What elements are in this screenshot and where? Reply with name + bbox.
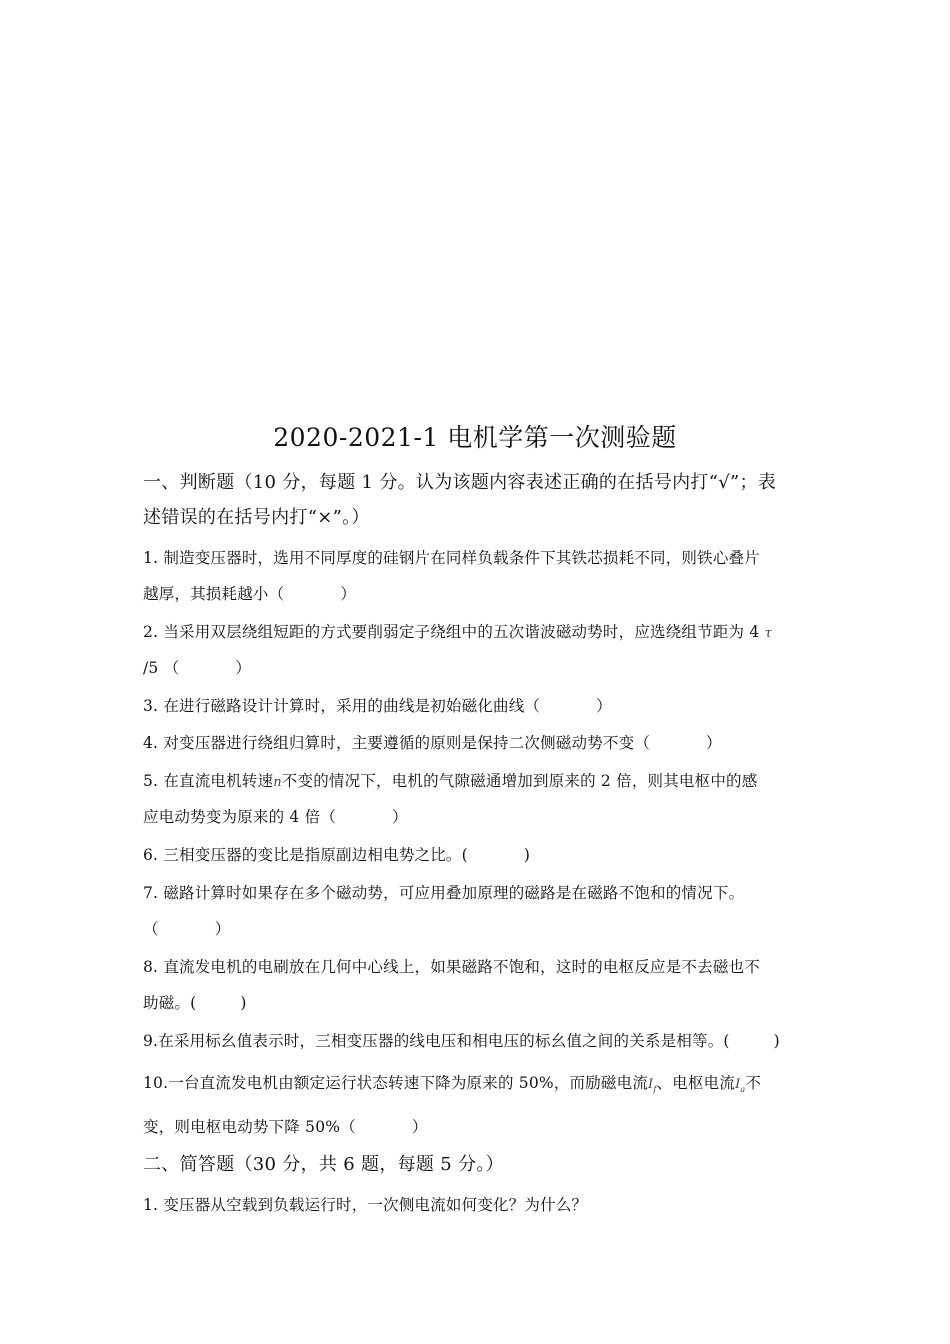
page-title: 2020-2021-1 电机学第一次测验题 [273, 423, 677, 452]
paren-close: ） [340, 585, 357, 603]
question-6 [143, 838, 815, 872]
question-3 [143, 689, 815, 723]
question-10-text-b: 、电枢电流 [656, 1074, 736, 1092]
short-answer-question-1: 1. 变压器从空载到负载运行时，一次侧电流如何变化？为什么？ [143, 1196, 588, 1214]
question-5-text-2: 应电动势变为原来的 4 倍（ [143, 808, 337, 826]
question-6-text: 6. 三相变压器的变比是指原副边相电势之比。( [143, 846, 468, 864]
question-5-line-2 [143, 800, 815, 834]
question-7-line-2 [143, 912, 815, 946]
paren-close: ） [596, 697, 612, 715]
question-2-line-1 [143, 615, 815, 651]
question-4 [143, 726, 815, 760]
section-2-heading: 二、简答题（30 分，共 6 题，每题 5 分。） [143, 1154, 504, 1175]
question-2-line-2 [143, 651, 815, 685]
current-symbol-ia: I [735, 1077, 741, 1092]
question-9-text: 9.在采用标幺值表示时，三相变压器的线电压和相电压的标幺值之间的关系是相等。( [143, 1032, 730, 1050]
question-1-line-1: 1. 制造变压器时，选用不同厚度的硅钢片在同样负载条件下其铁芯损耗不同，则铁心叠片 [143, 549, 760, 567]
subscript-a: a [740, 1085, 746, 1094]
question-10-text-c: 不 [745, 1074, 762, 1092]
paren-close: ） [214, 920, 231, 938]
question-10-text-2: 变，则电枢电动势下降 50%（ [143, 1118, 356, 1136]
question-10-line-2 [143, 1110, 815, 1144]
paren-open: （ [143, 920, 159, 938]
paren-close: ） [706, 734, 722, 752]
question-8-line-2 [143, 986, 815, 1020]
question-8-line-1: 8. 直流发电机的电刷放在几何中心线上，如果磁路不饱和，这时的电枢反应是不去磁也不 [143, 958, 760, 976]
question-1-text: 越厚，其损耗越小（ [143, 585, 285, 603]
paren-close: ） [411, 1118, 428, 1136]
question-2-text: 2. 当采用双层绕组短距的方式要削弱定子绕组中的五次谐波磁动势时，应选绕组节距为 4 [143, 623, 760, 641]
question-5-line-1 [143, 764, 815, 800]
question-3-text: 3. 在进行磁路设计计算时，采用的曲线是初始磁化曲线（ [143, 697, 541, 715]
paren-close: ) [773, 1032, 780, 1050]
subscript-f: f [653, 1085, 657, 1094]
question-5-text: 5. 在直流电机转速 [143, 772, 274, 790]
question-4-text: 4. 对变压器进行绕组归算时，主要遵循的原则是保持二次侧磁动势不变（ [143, 734, 651, 752]
paren-close: ) [523, 846, 531, 864]
question-8-text-2: 助磁。( [143, 994, 197, 1012]
question-2-text-2: /5 （ [143, 659, 180, 677]
current-symbol-if: I [648, 1077, 654, 1092]
question-5-text-b: 不变的情况下，电机的气隙磁通增加到原来的 2 倍，则其电枢中的感 [281, 772, 758, 790]
question-9 [143, 1024, 813, 1058]
question-7-line-1: 7. 磁路计算时如果存在多个磁动势，可应用叠加原理的磁路是在磁路不饱和的情况下。 [143, 884, 745, 902]
question-1-line-2 [143, 577, 815, 611]
section-1-heading-line-2: 述错误的在括号内打“×”。） [143, 507, 370, 528]
section-1-heading-line-1: 一、判断题（10 分，每题 1 分。认为该题内容表述正确的在括号内打“√”；表 [143, 472, 777, 493]
paren-close: ) [240, 994, 247, 1012]
paren-close: ） [235, 659, 252, 677]
tau-symbol: τ [764, 626, 772, 641]
speed-symbol-n: n [273, 775, 282, 790]
question-10-line-1 [143, 1066, 815, 1107]
question-10-text: 10.一台直流发电机由额定运行状态转速下降为原来的 50%，而励磁电流 [143, 1074, 649, 1092]
paren-close: ） [392, 808, 408, 826]
